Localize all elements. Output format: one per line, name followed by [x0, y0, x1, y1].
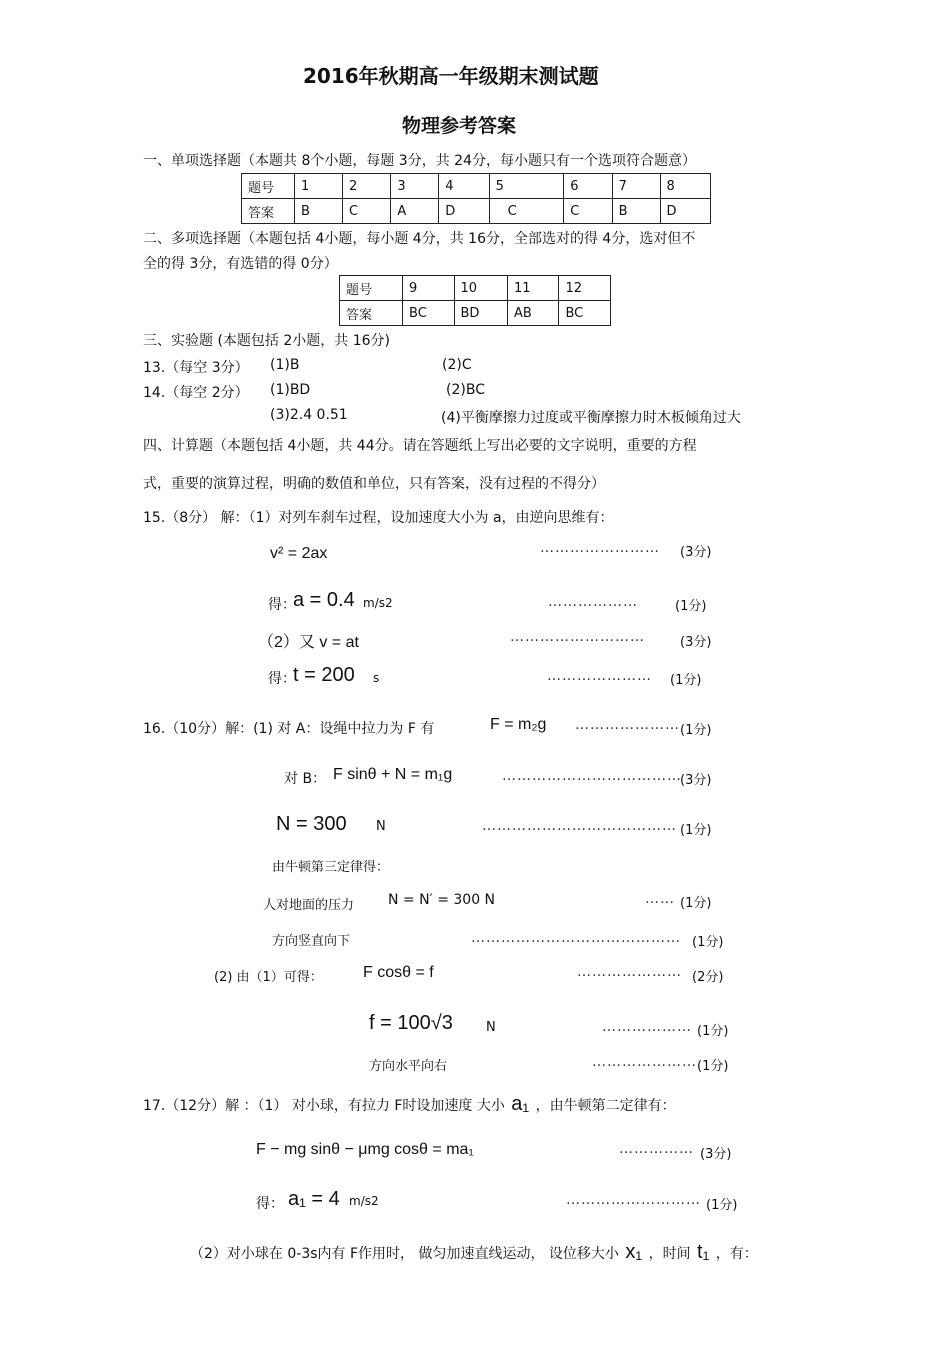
score-label: (3分) — [700, 1147, 732, 1162]
dot-leader: ………………… — [577, 964, 682, 980]
score-label: (3分) — [680, 635, 712, 650]
score-label: (3分) — [680, 773, 712, 788]
q14-answer-1: (1)BD — [270, 382, 311, 398]
q15-intro: 15.（8分） 解：（1）对列车刹车过程，设加速度大小为 a，由逆向思维有： — [143, 510, 614, 526]
q16-unit-n2: N — [486, 1020, 496, 1035]
q16-text-direction-down: 方向竖直向下 — [272, 934, 351, 949]
question-number: 8 — [660, 174, 710, 199]
q15-result-t: t = 200 — [293, 664, 355, 686]
row-label: 题号 — [242, 174, 295, 199]
q16-equation-5: F cosθ = f — [363, 964, 434, 981]
page-title: 2016年秋期高一年级期末测试题 — [303, 64, 599, 88]
score-label: (1分) — [697, 1024, 729, 1039]
question-number: 2 — [342, 174, 390, 199]
score-label: (1分) — [680, 896, 712, 911]
dot-leader: …………………………………… — [471, 930, 681, 946]
q16-unit-n: N — [376, 819, 386, 834]
score-label: (3分) — [680, 545, 712, 560]
question-number: 9 — [403, 276, 455, 301]
q15-unit-a: m/s2 — [363, 596, 393, 610]
table-row — [340, 301, 611, 326]
score-label: (1分) — [680, 823, 712, 838]
row-label: 答案 — [242, 199, 295, 224]
section4-header-line1: 四、计算题（本题包括 4小题，共 44分。请在答题纸上写出必要的文字说明，重要的方程 — [143, 438, 697, 454]
score-label: (1分) — [670, 673, 702, 688]
multi-choice-table — [339, 275, 611, 326]
score-label: (1分) — [675, 599, 707, 614]
q15-unit-t: s — [373, 671, 380, 685]
q17-part2-tail: ，有： — [715, 1246, 758, 1262]
dot-leader: ……………… — [602, 1019, 692, 1035]
q16-intro: 16.（10分）解：(1) 对 A：设绳中拉力为 F 有 — [143, 721, 435, 737]
section2-header-line2: 全的得 3分，有选错的得 0分） — [143, 256, 338, 272]
score-label: (2分) — [692, 970, 724, 985]
question-number: 11 — [507, 276, 559, 301]
q17-part2-text: （2）对小球在 0-3s内有 F作用时， 做匀加速直线运动， 设位移大小 — [190, 1246, 619, 1262]
dot-leader: …………… — [619, 1141, 694, 1157]
dot-leader: ………………… — [592, 1054, 697, 1070]
q13-answer-1: (1)B — [270, 357, 300, 373]
section4-header-line2: 式，重要的演算过程，明确的数值和单位，只有答案，没有过程的不得分） — [143, 476, 605, 492]
dot-leader: ……………………………… — [502, 768, 682, 784]
answer-cell: C — [564, 199, 612, 224]
q14-answer-3: (3)2.4 0.51 — [270, 407, 348, 423]
q17-part2 — [190, 1241, 758, 1264]
score-label: (1分) — [706, 1198, 738, 1213]
q15-result-prefix: 得： — [268, 671, 296, 687]
q13-answer-2: (2)C — [442, 357, 472, 373]
answer-cell: A — [391, 199, 439, 224]
dot-leader: ………………………………… — [482, 818, 677, 834]
answer-cell: B — [295, 199, 343, 224]
section3-header: 三、实验题 (本题包括 2小题，共 16分) — [143, 333, 390, 349]
q17-intro-text: 17.（12分）解 ：（1） 对小球，有拉力 F时设加速度 大小 — [143, 1098, 505, 1114]
question-number: 3 — [391, 174, 439, 199]
question-number: 1 — [295, 174, 343, 199]
answer-cell: AB — [507, 301, 559, 326]
q15-equation-3: （2）又 v = at — [258, 634, 359, 651]
answer-cell: C — [489, 199, 564, 224]
question-number: 7 — [612, 174, 660, 199]
q16-equation-2: F sinθ + N = m₁g — [333, 766, 453, 783]
table-row — [242, 199, 711, 224]
q15-result-a: a = 0.4 — [293, 589, 355, 611]
row-label: 题号 — [340, 276, 403, 301]
table-row — [340, 276, 611, 301]
question-number: 6 — [564, 174, 612, 199]
q15-result-prefix: 得： — [268, 597, 296, 613]
score-label: (1分) — [692, 935, 724, 950]
q17-part2-mid: ，时间 — [648, 1246, 691, 1262]
q17-var-x1: x₁ — [625, 1241, 643, 1263]
answer-cell: D — [660, 199, 710, 224]
section1-header: 一、单项选择题（本题共 8个小题，每题 3分，共 24分，每小题只有一个选项符合题意） — [143, 153, 696, 169]
single-choice-table — [241, 173, 711, 224]
q17-intro-tail: ，由牛顿第二定律有： — [535, 1098, 676, 1114]
answer-cell: BD — [454, 301, 507, 326]
q15-equation-1: v² = 2ax — [270, 545, 328, 562]
dot-leader: ……………………… — [566, 1192, 701, 1208]
q16-text-newton: 由牛顿第三定律得： — [272, 860, 390, 875]
dot-leader: ………………… — [547, 668, 652, 684]
dot-leader: ……………… — [548, 594, 638, 610]
q16-text-pressure: 人对地面的压力 — [263, 898, 355, 913]
q13-label: 13.（每空 3分） — [143, 360, 249, 376]
q17-result-a1: a₁ = 4 — [288, 1188, 340, 1210]
q14-label: 14.（每空 2分） — [143, 385, 249, 401]
question-number: 4 — [439, 174, 489, 199]
page-subtitle: 物理参考答案 — [402, 115, 517, 137]
q16-equation-6: f = 100√3 — [369, 1012, 453, 1034]
dot-leader: ……………………… — [510, 629, 645, 645]
q17-var-t1: t₁ — [697, 1241, 710, 1263]
q17-unit-a1: m/s2 — [349, 1194, 379, 1208]
q17-result-prefix: 得： — [256, 1196, 284, 1212]
section2-header-line1: 二、多项选择题（本题包括 4小题，每小题 4分，共 16分，全部选对的得 4分，选对但不 — [143, 231, 696, 247]
question-number: 5 — [489, 174, 564, 199]
q17-var-a1: a₁ — [511, 1093, 530, 1115]
answer-cell: B — [612, 199, 660, 224]
table-row — [242, 174, 711, 199]
row-label: 答案 — [340, 301, 403, 326]
q17-equation-1: F − mg sinθ − μmg cosθ = ma₁ — [256, 1141, 474, 1158]
q16-part2: (2) 由（1）可得： — [214, 970, 323, 985]
answer-cell: C — [342, 199, 390, 224]
answer-cell: D — [439, 199, 489, 224]
dot-leader: …………………… — [540, 540, 660, 556]
answer-cell: BC — [559, 301, 611, 326]
q17-intro — [143, 1093, 676, 1116]
q14-answer-2: (2)BC — [446, 382, 485, 398]
q16-equation-1: F = m₂g — [490, 716, 547, 733]
question-number: 12 — [559, 276, 611, 301]
dot-leader: …… — [645, 891, 675, 907]
q16-prefix-b: 对 B： — [284, 771, 327, 787]
answer-cell: BC — [403, 301, 455, 326]
question-number: 10 — [454, 276, 507, 301]
score-label: (1分) — [697, 1059, 729, 1074]
q16-equation-4: N = N′ = 300 N — [388, 892, 496, 908]
q16-equation-3: N = 300 — [276, 813, 347, 835]
dot-leader: ………………… — [575, 717, 680, 733]
q14-answer-4: (4)平衡摩擦力过度或平衡摩擦力时木板倾角过大 — [441, 410, 741, 426]
q16-text-direction-right: 方向水平向右 — [369, 1059, 448, 1074]
score-label: (1分) — [680, 723, 712, 738]
